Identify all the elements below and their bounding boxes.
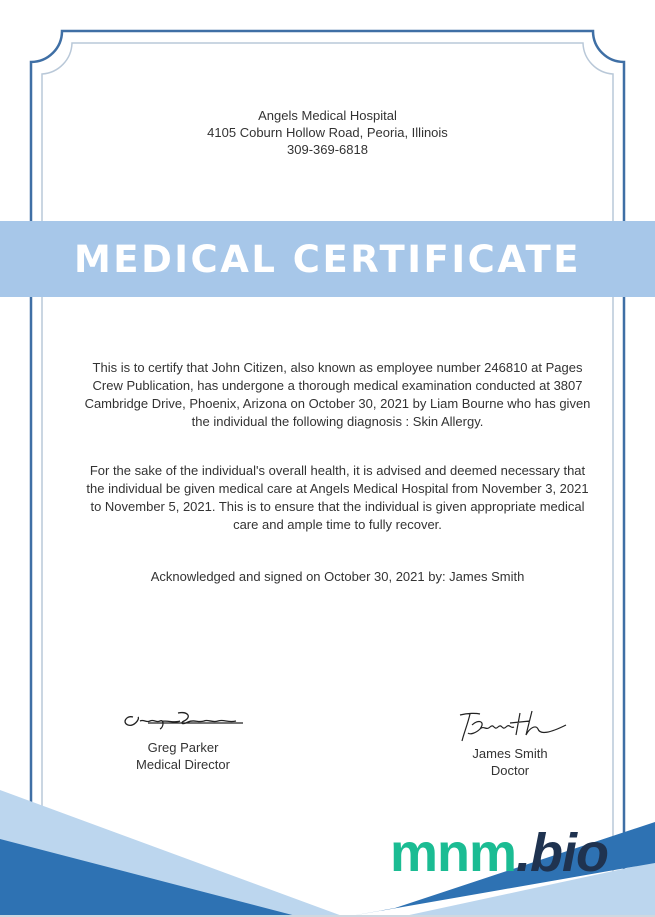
hospital-name: Angels Medical Hospital (258, 108, 397, 123)
signer-role: Doctor (490, 763, 530, 778)
hospital-address: 4105 Coburn Hollow Road, Peoria, Illinois (207, 125, 448, 140)
signer-role: Medical Director (136, 757, 230, 772)
signature-james-smith (440, 705, 580, 745)
signer-name: Greg Parker (147, 740, 219, 755)
hospital-header (0, 107, 655, 158)
signature-greg-parker (118, 705, 248, 735)
title-banner (0, 221, 655, 297)
watermark-part1: mnm (390, 823, 517, 883)
hospital-phone: 309-369-6818 (287, 142, 368, 157)
recommendation-paragraph: For the sake of the individual's overall health, it is advised and deemed necessary that the individual be given medical care at Angels Medical Hospital from November 3, 2021 to November 5, 2021. This is to ensure that the individual is given appropriate medical care and ample time to fully recover. (86, 463, 589, 532)
acknowledgement-text: Acknowledged and signed on October 30, 2021 by: James Smith (150, 569, 525, 584)
signature-block-doctor (430, 705, 590, 779)
certification-paragraph: This is to certify that John Citizen, also known as employee number 246810 at Pages Crew Publication, has undergone a thorough medical examination conducted at 3807 Cambridge Drive, Phoenix, Arizona on October 30, 2021 by Liam Bourne who has given the individual the following diagnosis : Skin Allergy. (84, 360, 591, 429)
watermark-logo (390, 822, 608, 884)
signer-name: James Smith (472, 746, 548, 761)
signature-block-director (103, 705, 263, 773)
certificate-title: MEDICAL CERTIFICATE (73, 237, 582, 281)
watermark-part2: .bio (516, 823, 608, 883)
